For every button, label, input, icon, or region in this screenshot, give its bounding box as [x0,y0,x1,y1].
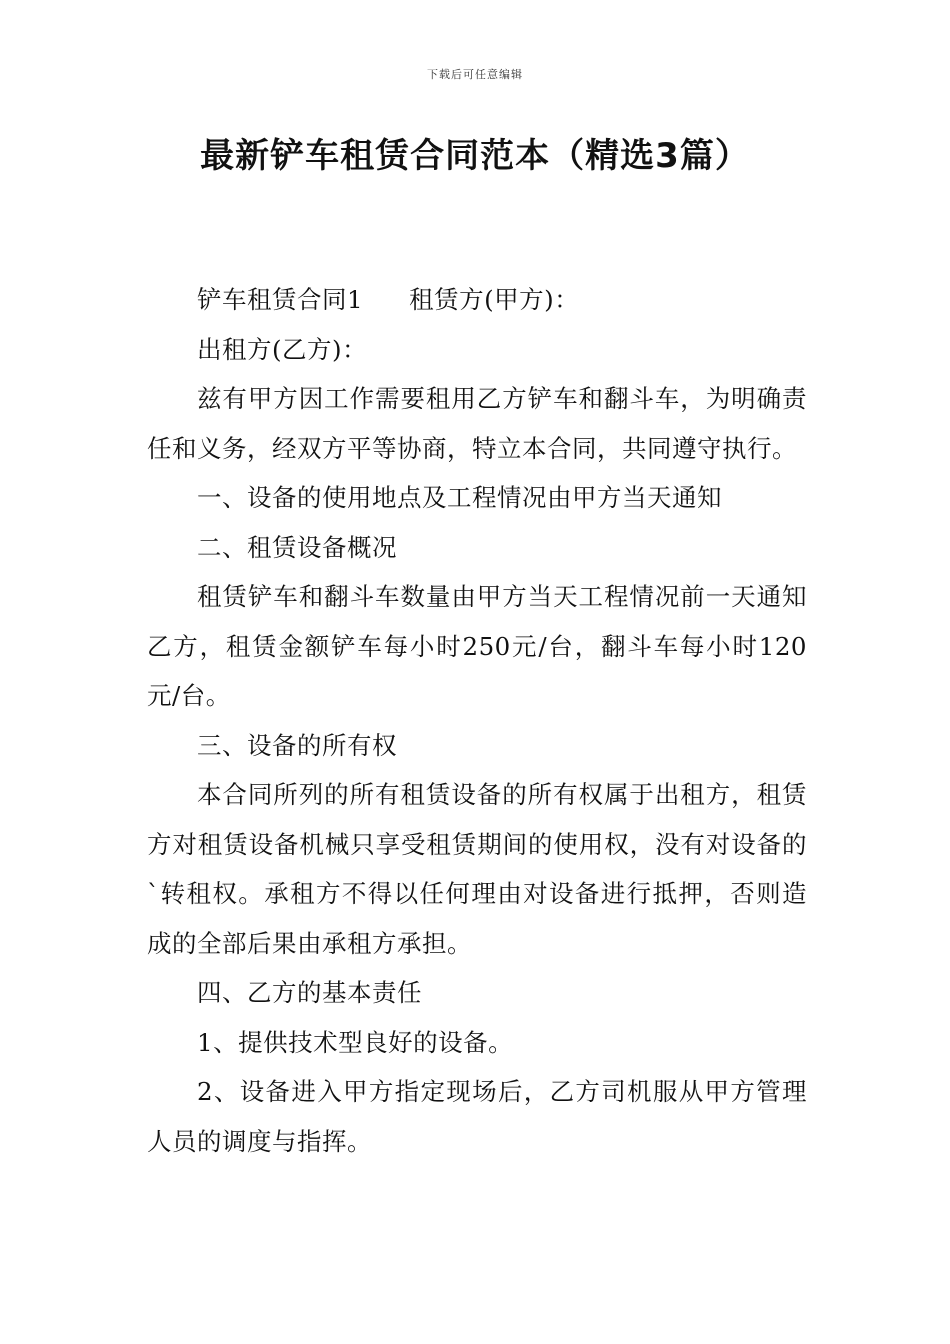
section-heading-4: 四、乙方的基本责任 [197,978,422,1007]
clause-1: 1、提供技术型良好的设备。 [197,1027,514,1057]
paragraph-ownership: 本合同所列的所有租赁设备的所有权属于出租方，租赁方对租赁设备机械只享受租赁期间的使用权，没有对设备的`转租权。承租方不得以任何理由对设备进行抵押，否则造成的全部后果由承租方承担。 [147,780,807,958]
paragraph-equipment: 租赁铲车和翻斗车数量由甲方当天工程情况前一天通知乙方，租赁金额铲车每小时250元/台，翻斗车每小时120元/台。 [147,582,807,710]
contract-heading: 铲车租赁合同1 [197,285,364,314]
paragraph-lessor: 出租方(乙方)： [197,334,368,364]
section-heading-3: 三、设备的所有权 [197,730,397,760]
document-title: 最新铲车租赁合同范本（精选3篇） [200,136,750,176]
paragraph-intro: 兹有甲方因工作需要租用乙方铲车和翻斗车，为明确责任和义务，经双方平等协商，特立本合同，共同遵守执行。 [147,384,807,463]
contract-heading-line [147,275,807,325]
header-note: 下载后可任意编辑 [427,68,523,81]
clause-2: 2、设备进入甲方指定现场后，乙方司机服从甲方管理人员的调度与指挥。 [147,1077,807,1156]
lessee-line: 租赁方(甲方)： [409,285,580,314]
section-heading-2: 二、租赁设备概况 [197,532,397,562]
document-body [147,275,807,1166]
section-heading-1: 一、设备的使用地点及工程情况由甲方当天通知 [197,483,722,512]
